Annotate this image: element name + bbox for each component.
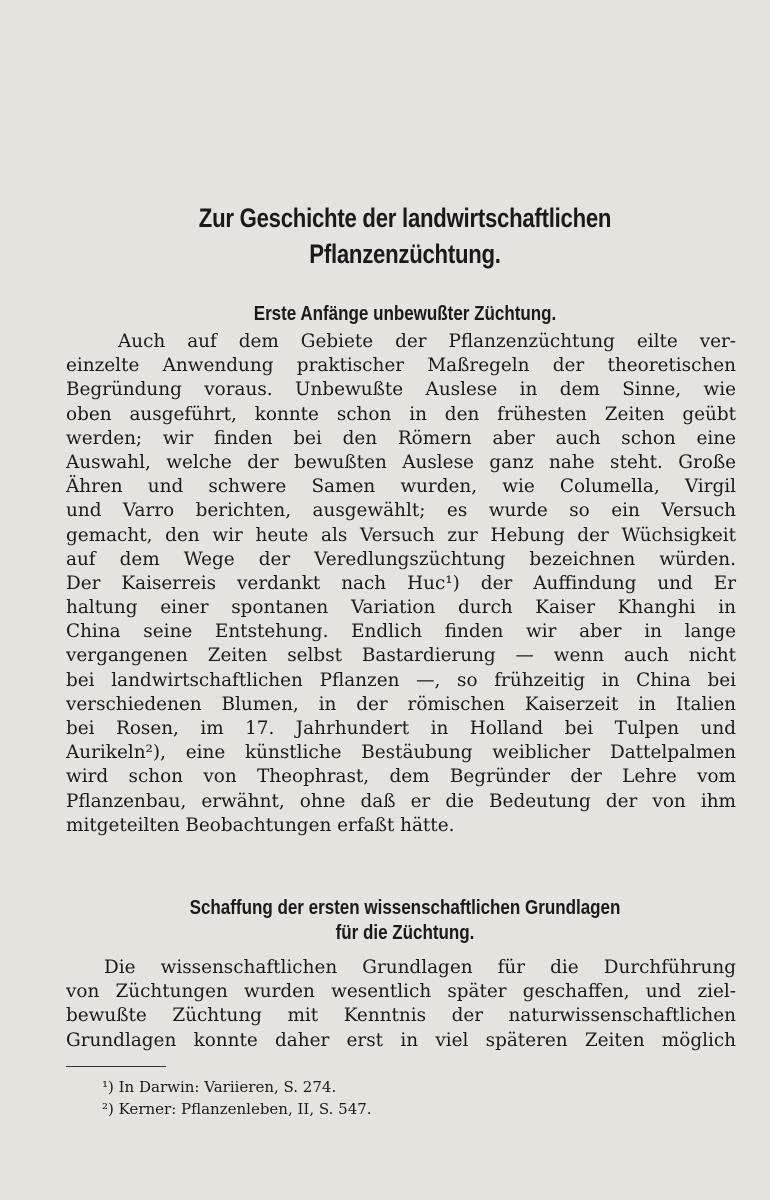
footnotes xyxy=(102,1076,372,1120)
text-line: oben ausgeführt, konnte schon in den frühesten Zeiten geübt xyxy=(66,403,736,425)
text-line: China seine Entstehung. Endlich finden wir aber in lange xyxy=(66,621,736,643)
section-heading-2-line-1: Schaffung der ersten wissenschaftlichen Grundlagen xyxy=(189,897,621,919)
text-line: mitgeteilten Beobachtungen erfaßt hätte. xyxy=(66,814,455,836)
text-line: Pflanzenbau, erwähnt, ohne daß er die Bedeutung der von ihm xyxy=(66,790,736,812)
text-line: von Züchtungen wurden wesentlich später geschaffen, und ziel- xyxy=(66,981,736,1003)
text-line: Auswahl, welche der bewußten Auslese ganz nahe steht. Große xyxy=(66,451,736,473)
text-line: Auch auf dem Gebiete der Pflanzenzüchtung eilte ver- xyxy=(118,331,736,352)
text-line: und Varro berichten, ausgewählt; es wurde so ein Versuch xyxy=(66,500,736,522)
section-heading-2-line-2: für die Züchtung. xyxy=(335,922,475,944)
footnote-2: ²) Kerner: Pflanzenleben, II, S. 547. xyxy=(102,1100,372,1118)
text-line: Ähren und schwere Samen wurden, wie Columella, Virgil xyxy=(66,476,736,498)
text-line: bei Rosen, im 17. Jahrhundert in Holland bei Tulpen und xyxy=(66,718,736,739)
chapter-title-line-1: Zur Geschichte der landwirtschaftlichen xyxy=(198,203,612,233)
text-line: einzelte Anwendung praktischer Maßregeln der theoretischen xyxy=(66,355,736,377)
text-line: werden; wir finden bei den Römern aber auch schon eine xyxy=(66,427,736,449)
text-line: wird schon von Theophrast, dem Begründer der Lehre vom xyxy=(66,766,736,788)
text-line: bei landwirtschaftlichen Pflanzen —, so frühzeitig in China bei xyxy=(66,669,736,691)
section-2-paragraph xyxy=(66,956,736,1053)
footnote-1: ¹) In Darwin: Variieren, S. 274. xyxy=(102,1078,337,1096)
chapter-title xyxy=(122,200,688,272)
chapter-title-line-2: Pflanzenzüchtung. xyxy=(309,239,501,269)
text-line: bewußte Züchtung mit Kenntnis der naturwissenschaftlichen xyxy=(66,1005,736,1027)
text-line: haltung einer spontanen Variation durch Kaiser Khanghi in xyxy=(66,597,736,619)
text-line: gemacht, den wir heute als Versuch zur Hebung der Wüchsigkeit xyxy=(66,524,736,546)
text-line: Aurikeln²), eine künstliche Bestäubung weiblicher Dattelpalmen xyxy=(66,742,736,764)
text-line: Grundlagen konnte daher erst in viel späteren Zeiten möglich xyxy=(66,1029,736,1051)
text-line: Begründung voraus. Unbewußte Auslese in dem Sinne, wie xyxy=(66,379,736,401)
text-line: vergangenen Zeiten selbst Bastardierung — wenn auch nicht xyxy=(66,645,736,667)
text-line: auf dem Wege der Veredlungszüchtung bezeichnen würden. xyxy=(66,548,736,570)
text-line: verschiedenen Blumen, in der römischen Kaiserzeit in Italien xyxy=(66,693,736,715)
section-heading-2 xyxy=(112,896,699,946)
text-line: Der Kaiserreis verdankt nach Huc¹) der Auffindung und Er xyxy=(66,572,736,594)
section-1-paragraph xyxy=(66,330,736,838)
section-heading-1 xyxy=(112,302,699,327)
footnote-divider xyxy=(66,1066,166,1067)
text-line: Die wissenschaftlichen Grundlagen für die Durchführung xyxy=(104,957,736,978)
section-heading-1-text: Erste Anfänge unbewußter Züchtung. xyxy=(253,303,557,325)
